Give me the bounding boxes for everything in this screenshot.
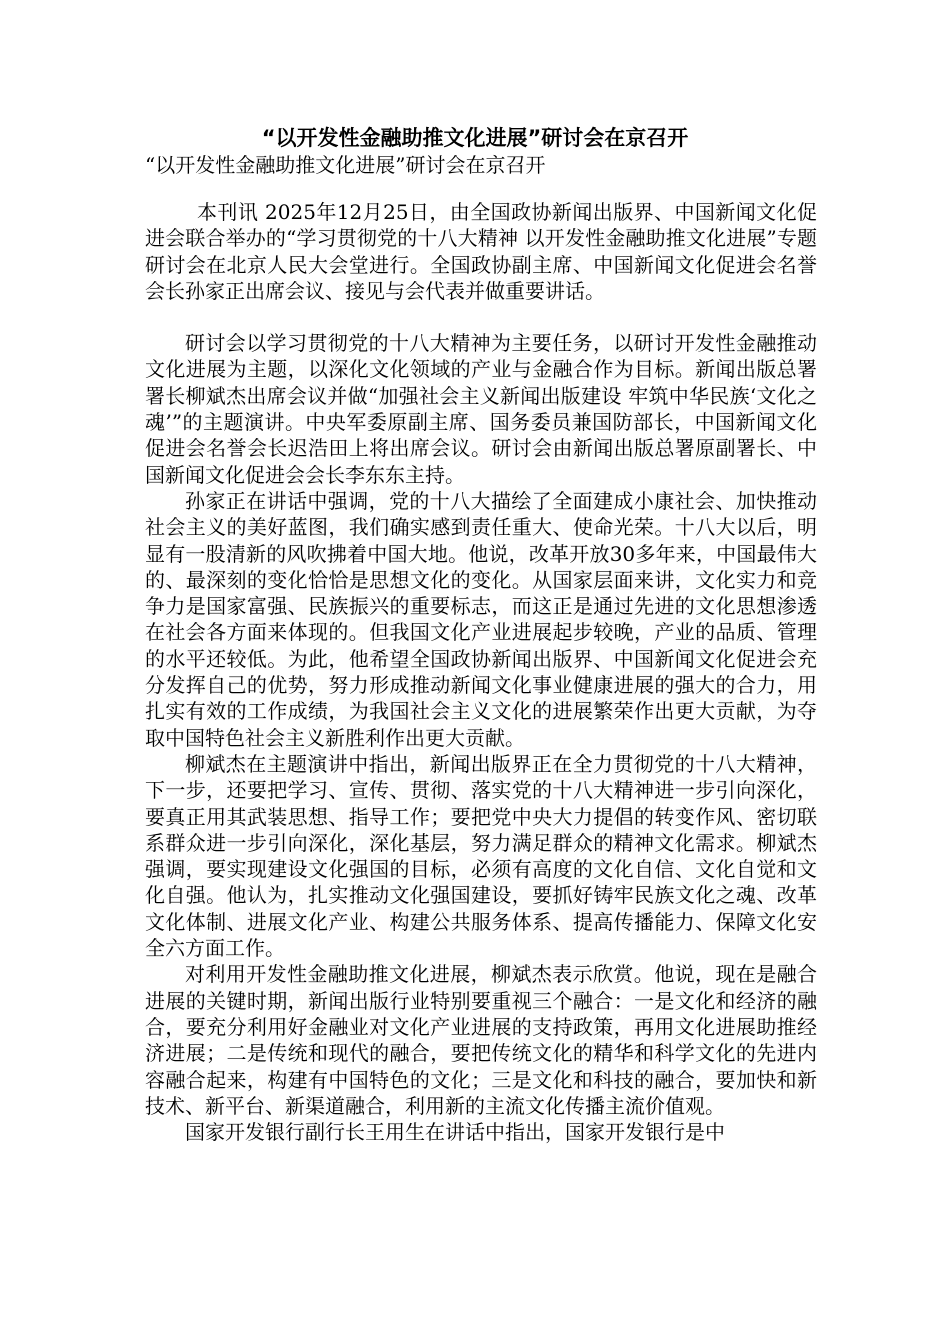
paragraph-cdb: 国家开发银行副行长王用生在讲话中指出，国家开发银行是中: [185, 1120, 725, 1145]
paragraph-liu-binjie: 柳斌杰在主题演讲中指出，新闻出版界正在全力贯彻党的十八大精神，下一步，还要把学习、宣传、贯彻、落实党的十八大精神进一步引向深化，要真正用其武装思想、指导工作；要把党中央大力提倡的转变作风、密切联系群众进一步引向深化，深化基层，努力满足群众的精神文化需求。柳斌杰强调，要实现建设文化强国的目标，必须有高度的文化自信、文化自觉和文化自强。他认为，扎实推动文化强国建设，要抓好铸牢民族文化之魂、改革文化体制、进展文化产业、构建公共服务体系、提高传播能力、保障文化安全六方面工作。: [145, 751, 817, 961]
paragraph-seminar: 研讨会以学习贯彻党的十八大精神为主要任务，以研讨开发性金融推动文化进展为主题，以深化文化领域的产业与金融合作为目标。新闻出版总署署长柳斌杰出席会议并做“加强社会主义新闻出版建设 牢筑中华民族‘文化之魂’”的主题演讲。中央军委原副主席、国务委员兼国防部长，中国新闻文化促进会名誉会长迟浩田上将出席会议。研讨会由新闻出版总署原副署长、中国新闻文化促进会会长李东东主持。: [145, 331, 817, 487]
paragraph-sun-jiazheng: 孙家正在讲话中强调，党的十八大描绘了全面建成小康社会、加快推动社会主义的美好蓝图，我们确实感到责任重大、使命光荣。十八大以后，明显有一股清新的风吹拂着中国大地。他说，改革开放30多年来，中国最伟大的、最深刻的变化恰恰是思想文化的变化。从国家层面来讲，文化实力和竞争力是国家富强、民族振兴的重要标志，而这正是通过先进的文化思想渗透在社会各方面来体现的。但我国文化产业进展起步较晚，产业的品质、管理的水平还较低。为此，他希望全国政协新闻出版界、中国新闻文化促进会充分发挥自己的优势，努力形成推动新闻文化事业健康进展的强大的合力，用扎实有效的工作成绩，为我国社会主义文化的进展繁荣作出更大贡献，为夺取中国特色社会主义新胜利作出更大贡献。: [145, 488, 817, 750]
paragraph-intro: 本刊讯 2025年12月25日，由全国政协新闻出版界、中国新闻文化促进会联合举办的“学习贯彻党的十八大精神 以开发性金融助推文化进展”专题研讨会在北京人民大会堂进行。全国政协副主席、中国新闻文化促进会名誉会长孙家正出席会议、接见与会代表并做重要讲话。: [145, 200, 817, 303]
document-title: “以开发性金融助推文化进展”研讨会在京召开: [261, 126, 689, 150]
document-subtitle: “以开发性金融助推文化进展”研讨会在京召开: [145, 153, 546, 177]
document-body: [145, 199, 817, 1145]
paragraph-finance: 对利用开发性金融助推文化进展，柳斌杰表示欣赏。他说，现在是融合进展的关键时期，新闻出版行业特别要重视三个融合：一是文化和经济的融合，要充分利用好金融业对文化产业进展的支持政策，再用文化进展助推经济进展；二是传统和现代的融合，要把传统文化的精华和科学文化的先进内容融合起来，构建有中国特色的文化；三是文化和科技的融合，要加快和新技术、新平台、新渠道融合，利用新的主流文化传播主流价值观。: [145, 962, 817, 1118]
